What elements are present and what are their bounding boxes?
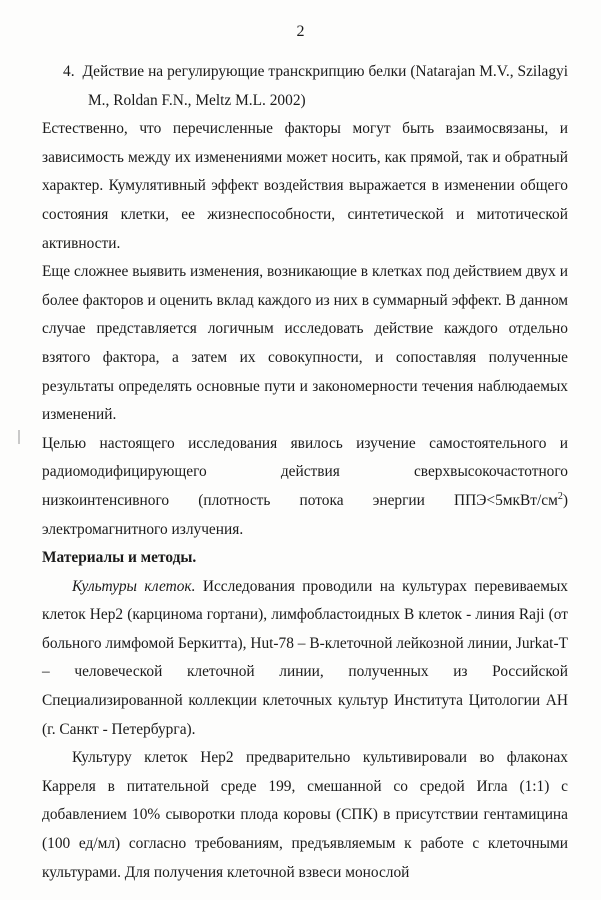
- aim-line-2: радиомодифицирующего действия сверхвысокочастотного: [42, 463, 568, 481]
- list-item-text: Действие на регулирующие транскрипцию белки (Natarajan M.V., Szilagyi M., Roldan F.N., Meltz M.L. 2002): [82, 63, 568, 109]
- list-marker: 4.: [63, 63, 75, 80]
- paragraph-study-aim: [42, 430, 568, 544]
- paragraph-cell-cultures: [42, 573, 568, 745]
- cell-cultures-label: Культуры клеток.: [72, 577, 196, 595]
- document-body: [42, 58, 568, 887]
- aim-line-1: Целью настоящего исследования явилось изучение самостоятельного и: [42, 434, 568, 452]
- cell-cultures-text: Исследования проводили на культурах перевиваемых клеток Hep2 (карцинома гортани), лимфобластоидных В клеток - линия Raji (от больного лимфомой Беркитта), Hut-78 – В-клеточной лейкозной линии, Jurkat-T – человеческой клеточной линии, полученных из Российской Специализированной коллекции клеточных культур Института Цитологии АН (г. Санкт - Петербурга).: [42, 577, 568, 738]
- section-heading-materials-methods: Материалы и методы.: [42, 549, 197, 567]
- aim-line-3-superscript: 2: [557, 490, 563, 502]
- aim-line-3: [42, 487, 568, 516]
- aim-line-3-text: низкоинтенсивного (плотность потока энергии ППЭ<5мкВт/см: [42, 491, 558, 509]
- paragraph-hep2-culture: Культуру клеток Hep2 предварительно культивировали во флаконах Карреля в питательной среде 199, смешанной со средой Игла (1:1) с добавлением 10% сыворотки плода коровы (СПК) в присутствии гентамицина (100 ед/мл) согласно требованиям, предъявляемым к работе с клеточными культурами. Для получения клеточной взвеси монослой: [42, 749, 568, 881]
- scan-edge-mark: [18, 430, 20, 444]
- aim-line-4: электромагнитного излучения.: [42, 520, 244, 538]
- paragraph-factors-interrelated: Естественно, что перечисленные факторы могут быть взаимосвязаны, и зависимость между их изменениями может носить, как прямой, так и обратный характер. Кумулятивный эффект воздействия выражается в изменении общего состояния клетки, ее жизнеспособности, синтетической и митотической активности.: [42, 120, 568, 252]
- list-item-4: [42, 58, 568, 115]
- page-number: 2: [296, 23, 305, 40]
- paragraph-combined-factors: Еще сложнее выявить изменения, возникающие в клетках под действием двух и более факторов и оценить вклад каждого из них в суммарный эффект. В данном случае представляется логичным исследовать действие каждого отдельно взятого фактора, а затем их совокупности, и сопоставляя полученные результаты определять основные пути и закономерности течения наблюдаемых изменений.: [42, 263, 568, 424]
- aim-line-3-end: ): [562, 491, 568, 509]
